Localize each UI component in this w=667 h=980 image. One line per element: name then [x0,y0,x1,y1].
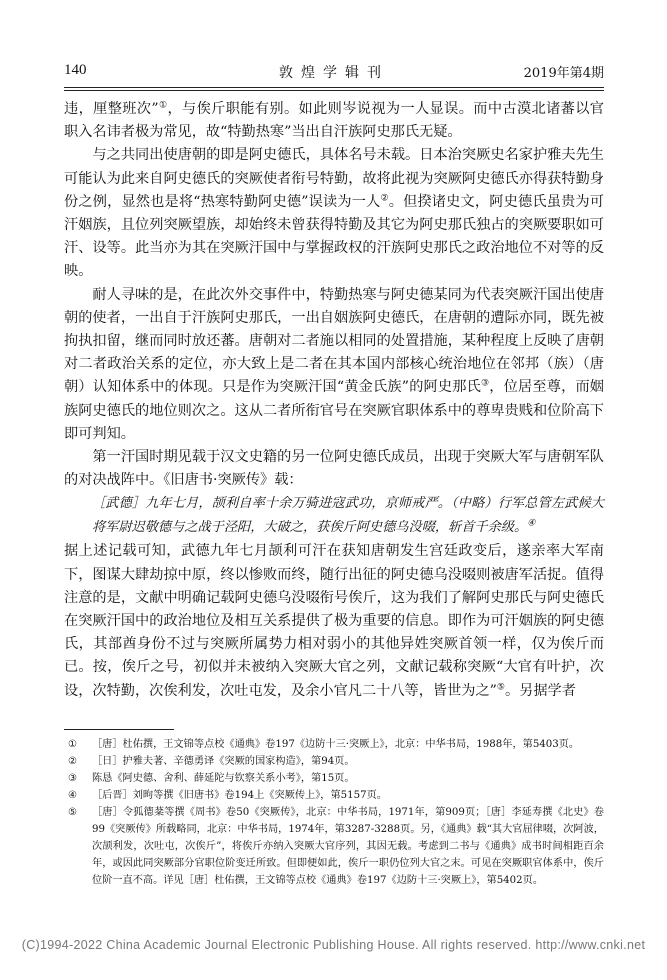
running-header [64,60,604,82]
article-body [64,98,604,703]
footnote-item: ④ ［后晋］刘昫等撰《旧唐书》卷194上《突厥传上》，第5157页。 [68,790,387,801]
copyright-footer: (C)1994-2022 China Academic Journal Electronic Publishing House. All rights reserved. http://www.cnki.net [21,938,646,952]
footnote-item: ⑤ ［唐］令狐德棻等撰《周书》卷50《突厥传》，北京：中华书局，1971年，第909页；［唐］李延寿撰《北史》卷99《突厥传》所载略同，北京：中华书局，1974年，第3287-3288页。另，《通典》载“其大官屈律啜，次阿波，次颉利发，次吐屯，次俟斤”，将俟斤亦纳入突厥大官序列，其因无载。考虑到二书与《通典》成书时间相距百余年，或因此同突厥部分官职位阶变迁所致。但即便如此，俟斤一职仍位列大官之末。可见在突厥职官体系中，俟斤位阶一直不高。详见［唐］杜佑撰，王文锦等点校《通典》卷197《边防十三·突厥上》，第5402页。 [68,807,604,886]
block-quote: ［武德］九年七月，颉利自率十余万骑进寇武功，京师戒严。（中略）行军总管左武候大将军尉迟敬德与之战于泾阳，大破之，获俟斤阿史德乌没啜，斩首千余级。④ [92,496,604,536]
journal-title: 敦煌学辑刊 [279,65,389,81]
footnote-item: ③ 陈恳《阿史德、舍利、薛延陀与钦察关系小考》，第15页。 [68,773,355,784]
footnote-item: ① ［唐］杜佑撰，王文锦等点校《通典》卷197《边防十三·突厥上》，北京：中华书局，1988年，第5403页。 [68,739,580,750]
page-number: 140 [64,62,87,78]
note-ref[interactable]: ① [158,100,168,111]
paragraph-5: 据上述记载可知，武德九年七月颉利可汗在获知唐朝发生宫廷政变后，遂亲率大军南下，图谋大肆劫掠中原，终以惨败而终，随行出征的阿史德乌没啜则被唐军活捉。值得注意的是，文献中明确记载阿史德乌没啜衔号俟斤，这为我们了解阿史那氏与阿史德氏在突厥汗国中的政治地位及相互关系提供了极为重要的信息。即作为可汗姻族的阿史德氏，其部酋身份不过与突厥所属势力相对弱小的其他异姓突厥首领一样，仅为俟斤而已。按，俟斤之号，初似并未被纳入突厥大官之列，文献记载称突厥“大官有叶护，次设，次特勤，次俟利发，次吐屯发，及余小官凡二十八等，皆世为之”⑤。另据学者 [64,543,604,699]
paragraph-3: 耐人寻味的是，在此次外交事件中，特勤热寒与阿史德某同为代表突厥汗国出使唐朝的使者，一出自于汗族阿史那氏，一出自姻族阿史德氏，在唐朝的遭际亦同，既先被拘执扣留，继而同时放还蕃。唐朝对二者施以相同的处置措施，某种程度上反映了唐朝对二者政治关系的定位，亦大致上是二者在其本国内部核心统治地位在邻邦（族）（唐朝）认知体系中的体现。只是作为突厥汗国“黄金氏族”的阿史那氏③，位居至尊，而姻族阿史德氏的地位则次之。这从二者所衔官号在突厥官职体系中的尊卑贵贱和位阶高下即可判知。 [64,286,604,442]
footnote-item: ② ［日］护雅夫著、辛德勇译《突厥的国家构造》，第94页。 [68,756,355,767]
note-ref[interactable]: ④ [527,519,536,530]
note-ref[interactable]: ③ [481,378,490,389]
footnotes [64,736,604,889]
header-rule [64,87,604,88]
paragraph-4: 第一汗国时期见载于汉文史籍的另一位阿史德氏成员，出现于突厥大军与唐朝军队的对决战阵中。《旧唐书·突厥传》载： [64,449,604,489]
issue-label: 2019年第4期 [523,66,604,81]
header-rule-thin [64,90,604,91]
footnote-rule [64,729,174,730]
paragraph-1: 违，厘整班次”①，与俟斤职能有别。如此则岑说视为一人显误。而中古漠北诸蕃以官职入名讳者极为常见，故“特勤热寒”当出自汗族阿史那氏无疑。 [64,100,604,141]
note-ref[interactable]: ② [380,193,389,204]
paragraph-2: 与之共同出使唐朝的即是阿史德氏，具体名号未载。日本治突厥史名家护雅夫先生可能认为此来自阿史德氏的突厥使者衔号特勤，故将此视为突厥阿史德氏亦得获特勤身份之例，显然也是将“热寒特勤阿史德”误读为一人②。但揆诸史文，阿史德氏虽贵为可汗姻族，且位列突厥望族，却始终未曾获得特勤及其它为阿史那氏独占的突厥要职如可汗、设等。此当亦为其在突厥汗国中与掌握政权的汗族阿史那氏之政治地位不对等的反映。 [64,147,604,280]
note-ref[interactable]: ⑤ [496,681,505,692]
